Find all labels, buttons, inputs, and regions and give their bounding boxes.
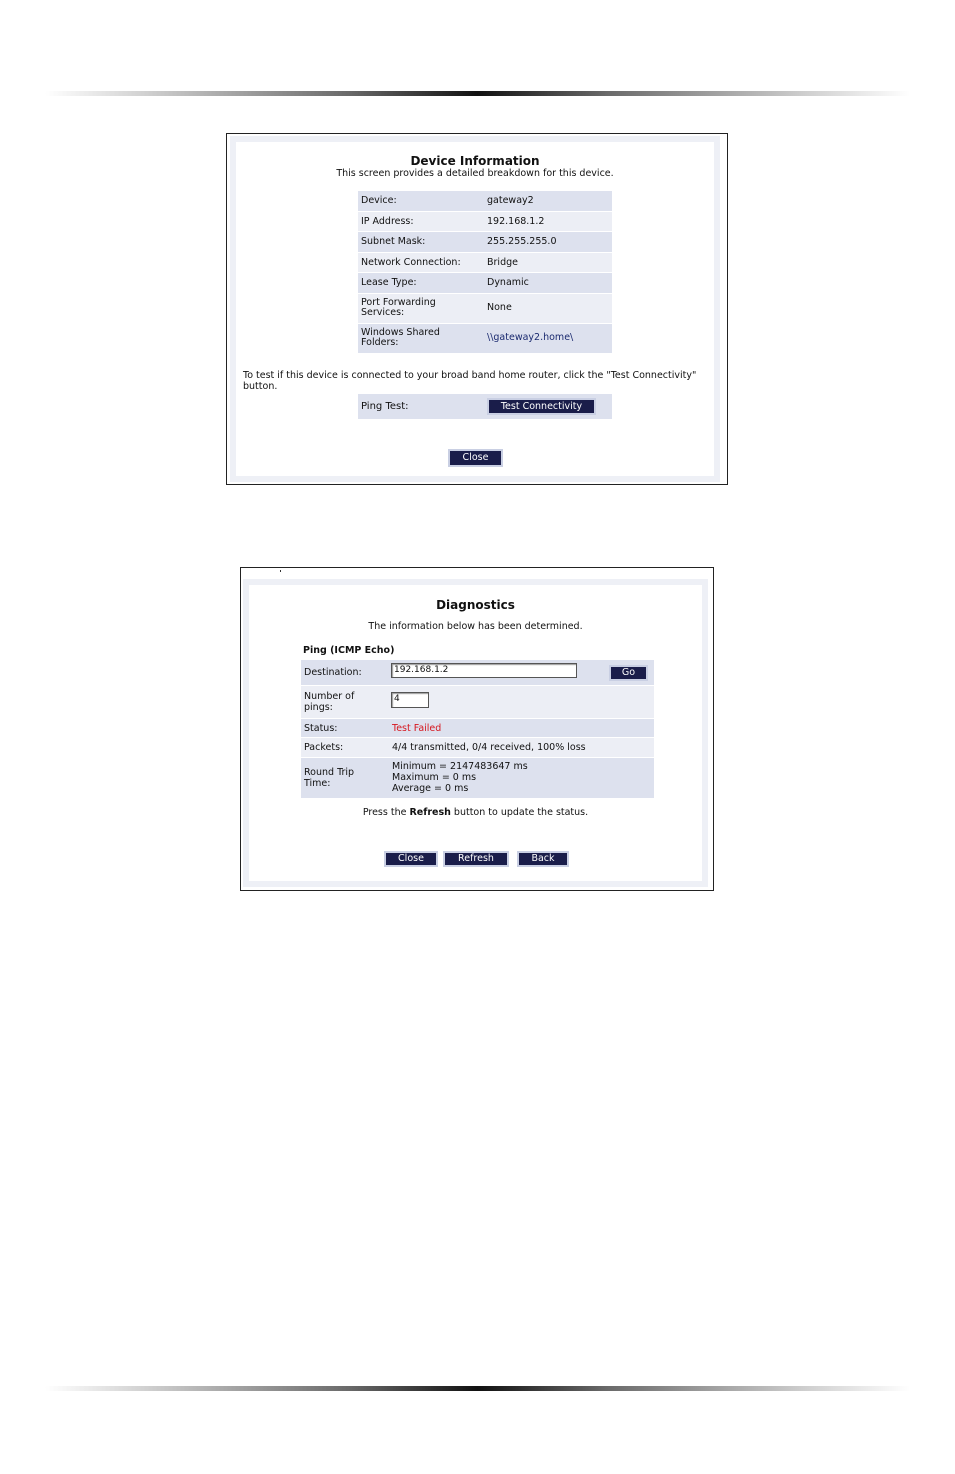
status-row: [301, 719, 654, 738]
table-row: [358, 323, 612, 353]
diagnostics-screenshot: [240, 567, 714, 891]
refresh-note-bold: Refresh: [409, 807, 451, 818]
network-connection-label: Network Connection:: [358, 252, 484, 273]
port-forwarding-label-line2: Services:: [361, 307, 405, 318]
port-forwarding-label-line1: Port Forwarding: [361, 297, 436, 308]
destination-label: Destination:: [304, 667, 362, 678]
port-forwarding-label: [358, 293, 484, 323]
go-button[interactable]: Go: [611, 667, 646, 679]
table-row: [358, 211, 612, 232]
corner-mark: [280, 570, 281, 572]
round-trip-values: [392, 761, 528, 794]
packets-label: Packets:: [304, 742, 344, 753]
shared-folders-label-line1: Windows Shared: [361, 327, 440, 338]
refresh-note-suffix: button to update the status.: [450, 807, 589, 818]
pings-row: [301, 686, 654, 719]
round-trip-row: [301, 758, 654, 799]
diagnostics-subtitle: The information below has been determined.: [368, 621, 583, 632]
top-divider-rule: [45, 91, 910, 96]
ping-section-title: Ping (ICMP Echo): [303, 645, 395, 656]
lease-type-value: Dynamic: [484, 273, 612, 294]
device-value: gateway2: [484, 191, 612, 211]
refresh-button[interactable]: Refresh: [445, 853, 507, 865]
close-button[interactable]: Close: [386, 853, 436, 865]
round-trip-label-line2: Time:: [304, 778, 331, 789]
shared-folders-label: [358, 323, 484, 353]
pings-label: [304, 691, 354, 713]
test-connectivity-button[interactable]: Test Connectivity: [489, 400, 594, 413]
device-information-panel: [236, 142, 714, 476]
table-row: [358, 232, 612, 253]
pings-input[interactable]: 4: [391, 692, 429, 708]
packets-value: 4/4 transmitted, 0/4 received, 100% loss: [392, 742, 586, 753]
back-button[interactable]: Back: [519, 853, 567, 865]
round-trip-label-line1: Round Trip: [304, 767, 355, 778]
table-row: [358, 293, 612, 323]
table-row: [358, 191, 612, 211]
close-button[interactable]: Close: [450, 451, 501, 465]
ip-address-label: IP Address:: [358, 211, 484, 232]
diagnostics-table: [301, 660, 654, 799]
device-label: Device:: [358, 191, 484, 211]
round-trip-label: [304, 767, 354, 789]
destination-input[interactable]: 192.168.1.2: [391, 663, 577, 678]
ip-address-value: 192.168.1.2: [484, 211, 612, 232]
shared-folders-label-line2: Folders:: [361, 337, 399, 348]
diagnostics-panel: [249, 585, 702, 881]
subnet-mask-value: 255.255.255.0: [484, 232, 612, 253]
packets-row: [301, 738, 654, 758]
device-info-table: [358, 191, 612, 354]
status-label: Status:: [304, 723, 338, 734]
rtt-maximum: Maximum = 0 ms: [392, 772, 477, 783]
rtt-minimum: Minimum = 2147483647 ms: [392, 761, 528, 772]
refresh-note-prefix: Press the: [362, 807, 410, 818]
device-information-screenshot: [226, 133, 728, 485]
shared-folders-link[interactable]: \\gateway2.home\: [484, 323, 612, 353]
device-info-subtitle: This screen provides a detailed breakdown for this device.: [336, 168, 614, 179]
subnet-mask-label: Subnet Mask:: [358, 232, 484, 253]
status-value: Test Failed: [392, 723, 442, 734]
pings-label-line2: pings:: [304, 702, 333, 713]
test-connectivity-note: To test if this device is connected to your broad band home router, click the "Test Connectivity" button.: [243, 370, 697, 392]
port-forwarding-value: None: [484, 293, 612, 323]
ping-test-label: Ping Test:: [361, 401, 409, 412]
bottom-divider-rule: [45, 1386, 910, 1391]
rtt-average: Average = 0 ms: [392, 783, 469, 794]
lease-type-label: Lease Type:: [358, 273, 484, 294]
network-connection-value: Bridge: [484, 252, 612, 273]
table-row: [358, 273, 612, 294]
diagnostics-title: Diagnostics: [436, 598, 515, 612]
pings-label-line1: Number of: [304, 691, 355, 702]
refresh-note: [249, 807, 702, 818]
table-row: [358, 252, 612, 273]
ping-test-row: [358, 394, 612, 419]
device-info-title: Device Information: [410, 154, 540, 168]
destination-row: [301, 660, 654, 686]
